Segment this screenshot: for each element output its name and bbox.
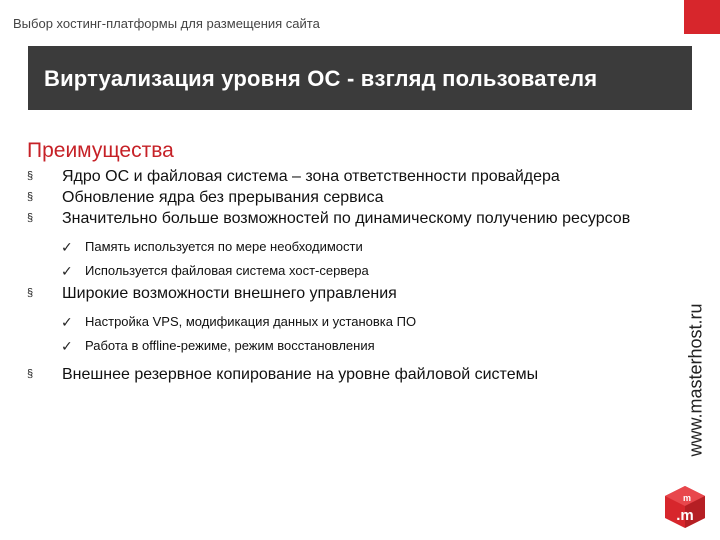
bullet-marker: § [27, 287, 34, 299]
bullet-text: Внешнее резервное копирование на уровне файловой системы [62, 366, 539, 383]
slide-title: Виртуализация уровня ОС - взгляд пользователя [44, 66, 598, 91]
bullet-text: Значительно больше возможностей по динамическому получению ресурсов [62, 210, 631, 227]
sub-bullet-item [27, 334, 647, 358]
checkmark-icon: ✓ [61, 314, 73, 330]
bullet-marker: § [27, 212, 34, 224]
presentation-caption: Выбор хостинг-платформы для размещения сайта [13, 16, 320, 31]
bullet-marker: § [27, 191, 34, 203]
bullet-item [27, 364, 647, 385]
sub-bullet-text: Работа в offline-режиме, режим восстановления [85, 338, 375, 353]
bullet-text: Ядро ОС и файловая система – зона ответственности провайдера [62, 168, 560, 185]
checkmark-icon: ✓ [61, 263, 73, 279]
svg-text:m: m [682, 493, 692, 503]
sub-bullet-item [27, 259, 647, 283]
sub-bullet-text: Используется файловая система хост-сервера [85, 263, 369, 278]
bullet-item [27, 187, 647, 208]
bullet-item [27, 283, 647, 304]
sub-bullet-item [27, 235, 647, 259]
site-url-text[interactable]: www.masterhost.ru [685, 303, 706, 457]
bullet-item [27, 208, 647, 229]
sub-bullet-text: Память используется по мере необходимости [85, 239, 363, 254]
bullet-item [27, 166, 647, 187]
bullet-marker: § [27, 368, 34, 380]
masterhost-logo-icon [663, 484, 707, 530]
bullet-text: Широкие возможности внешнего управления [62, 285, 397, 302]
bullet-marker: § [27, 170, 34, 182]
section-heading: Преимущества [27, 139, 174, 162]
logo-graphic [663, 484, 707, 530]
bullet-list [27, 166, 647, 385]
corner-accent-square [684, 0, 720, 34]
checkmark-icon: ✓ [61, 338, 73, 354]
site-url-vertical[interactable] [676, 290, 716, 470]
svg-text:.m: .m [676, 507, 694, 524]
checkmark-icon: ✓ [61, 239, 73, 255]
sub-bullet-item [27, 310, 647, 334]
bullet-text: Обновление ядра без прерывания сервиса [62, 189, 384, 206]
sub-bullet-text: Настройка VPS, модификация данных и установка ПО [85, 314, 417, 329]
